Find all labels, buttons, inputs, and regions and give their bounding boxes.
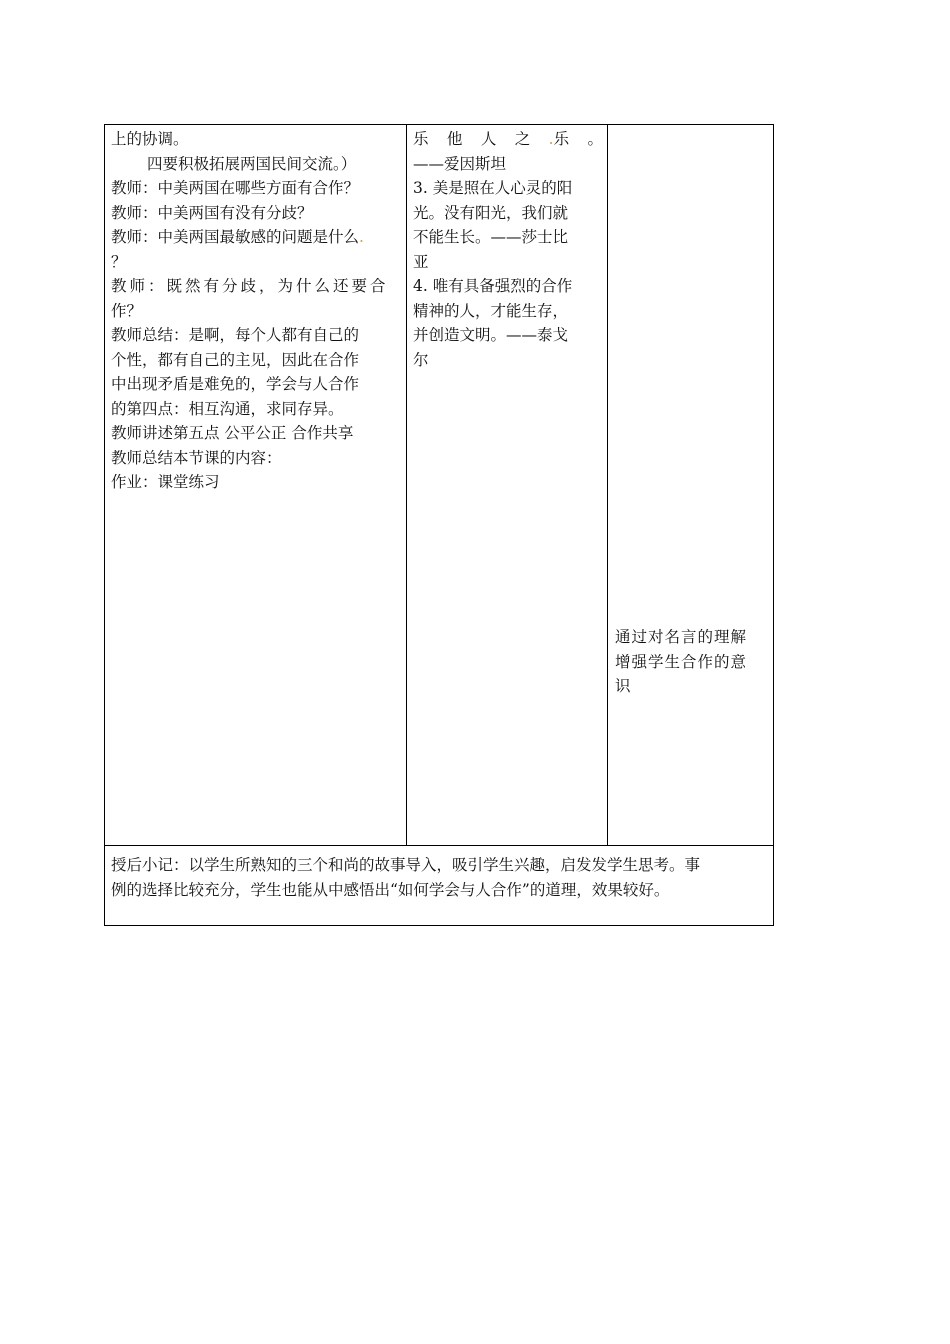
- teaching-process-cell: [111, 127, 401, 495]
- text-line: ？: [111, 252, 127, 271]
- char: 乐: [553, 130, 570, 148]
- lesson-table: [104, 124, 774, 926]
- quotes-cell: [413, 127, 603, 372]
- text-line: 并创造文明。——泰戈: [413, 326, 569, 344]
- mark-dot: .: [548, 130, 554, 148]
- char: 之: [514, 130, 531, 148]
- quote-first-line: [413, 127, 603, 152]
- text-line: 教师讲述第五点 公平公正 合作共享: [111, 424, 354, 442]
- text-line: 教师：既然有分歧，为什么还要合: [111, 277, 389, 295]
- text-line: 通过对名言的理解: [615, 628, 748, 646]
- text-line: ——爱因斯坦: [413, 154, 507, 173]
- text-line: 精神的人，才能生存，: [413, 301, 569, 320]
- design-intent-cell: [615, 625, 767, 699]
- text-line: 的第四点：相互沟通，求同存异。: [111, 399, 344, 418]
- text-line: 教师总结：是啊，每个人都有自己的: [111, 326, 360, 344]
- text-line: 4. 唯有具备强烈的合作: [413, 277, 573, 295]
- char: 他: [446, 130, 463, 148]
- text-line: 教师：中美两国在哪些方面有合作？: [111, 179, 360, 197]
- text-line: 尔: [413, 350, 429, 369]
- char: 乐: [413, 130, 429, 148]
- text-line: 中出现矛盾是难免的，学会与人合作: [111, 375, 360, 393]
- text-line: 亚: [413, 252, 429, 271]
- text-line: 作？: [111, 301, 143, 320]
- text-line-content: 教师：中美两国最敏感的问题是什么: [111, 228, 360, 246]
- text-line: 个性，都有自己的主见，因此在合作: [111, 350, 360, 369]
- text-line: 教师总结本节课的内容：: [111, 448, 282, 467]
- text-line: 授后小记：以学生所熟知的三个和尚的故事导入，吸引学生兴趣，启发发学生思考。事: [111, 856, 701, 874]
- row-divider: [105, 845, 773, 846]
- text-line: 上的协调。: [111, 130, 189, 148]
- column-divider-2: [607, 125, 608, 845]
- text-line: 不能生长。——莎士比: [413, 228, 569, 246]
- text-line: 3. 美是照在人心灵的阳: [413, 179, 573, 197]
- text-line-content: 增强学生合作的意: [615, 652, 748, 671]
- text-line: 作业：课堂练习: [111, 473, 220, 491]
- text-line: 教师：中美两国有没有分歧？: [111, 203, 313, 222]
- column-divider-1: [406, 125, 407, 845]
- text-line: [615, 650, 767, 675]
- text-line: [111, 225, 401, 250]
- char: 。: [587, 130, 603, 148]
- reflection-cell: [111, 853, 767, 903]
- text-line: 识: [615, 677, 631, 695]
- text-line: 光。没有阳光，我们就: [413, 203, 569, 222]
- text-line: 四要积极拓展两国民间交流。）: [147, 154, 357, 173]
- char: 人: [480, 130, 497, 148]
- char-with-dot: [549, 127, 569, 152]
- mark-dot: .: [359, 228, 364, 246]
- text-line: 例的选择比较充分，学生也能从中感悟出“如何学会与人合作”的道理，效果较好。: [111, 881, 670, 899]
